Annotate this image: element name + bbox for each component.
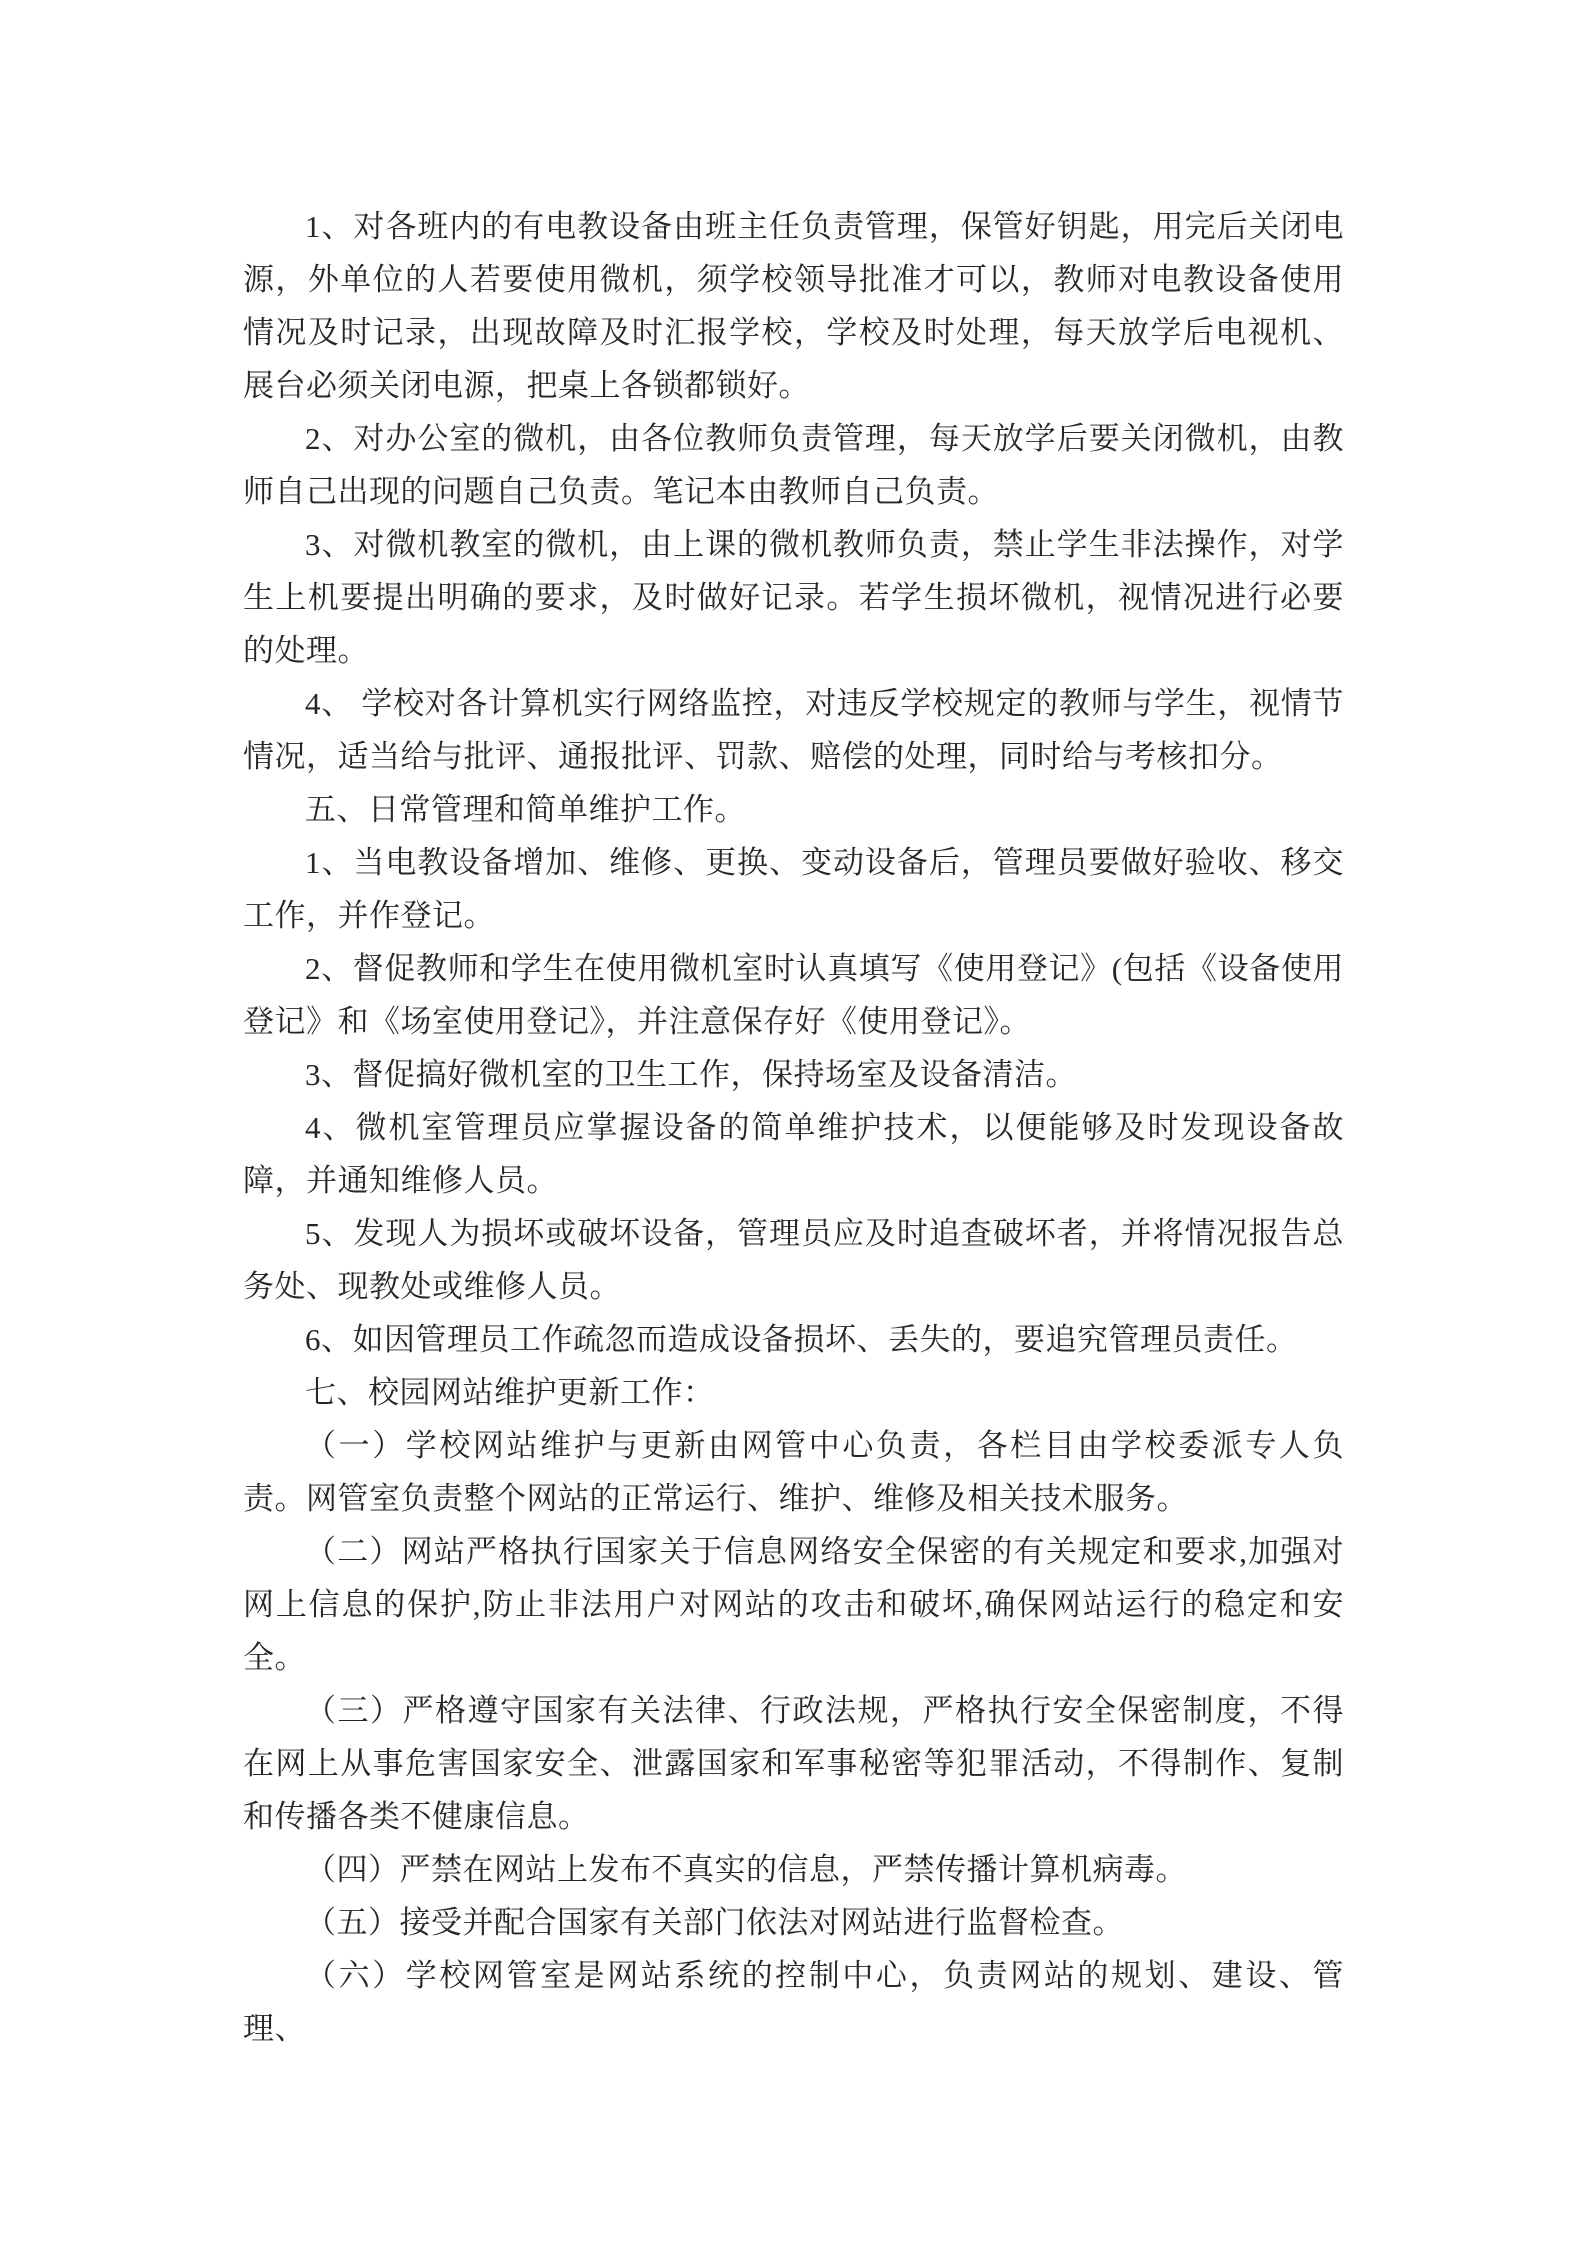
paragraph-item-5-1: 1、当电教设备增加、维修、更换、变动设备后，管理员要做好验收、移交工作，并作登记。: [243, 845, 1344, 933]
paragraph-item-5-2: 2、督促教师和学生在使用微机室时认真填写《使用登记》(包括《设备使用登记》和《场室使用登记》，并注意保存好《使用登记》。: [243, 951, 1344, 1039]
paragraph-item-4: 4、 学校对各计算机实行网络监控，对违反学校规定的教师与学生，视情节情况，适当给与批评、通报批评、罚款、赔偿的处理，同时给与考核扣分。: [243, 686, 1344, 774]
paragraph-item-1: 1、对各班内的有电教设备由班主任负责管理，保管好钥匙，用完后关闭电源，外单位的人若要使用微机，须学校领导批准才可以，教师对电教设备使用情况及时记录，出现故障及时汇报学校，学校及时处理，每天放学后电视机、展台必须关闭电源，把桌上各锁都锁好。: [243, 209, 1344, 403]
paragraph-item-5-3: 3、督促搞好微机室的卫生工作，保持场室及设备清洁。: [305, 1057, 1077, 1092]
paragraph-item-5-5: 5、发现人为损坏或破坏设备，管理员应及时追查破坏者，并将情况报告总务处、现教处或维修人员。: [243, 1216, 1344, 1304]
section-heading-5: 五、日常管理和简单维护工作。: [305, 792, 746, 827]
paragraph-item-7-3: （三）严格遵守国家有关法律、行政法规，严格执行安全保密制度，不得在网上从事危害国家安全、泄露国家和军事秘密等犯罪活动，不得制作、复制和传播各类不健康信息。: [243, 1693, 1344, 1834]
paragraph-item-2: 2、对办公室的微机，由各位教师负责管理，每天放学后要关闭微机，由教师自己出现的问题自己负责。笔记本由教师自己负责。: [243, 421, 1344, 509]
paragraph-item-5-4: 4、微机室管理员应掌握设备的简单维护技术，以便能够及时发现设备故障，并通知维修人员。: [243, 1110, 1344, 1198]
paragraph-item-5-6: 6、如因管理员工作疏忽而造成设备损坏、丢失的，要追究管理员责任。: [305, 1322, 1298, 1357]
paragraph-item-7-1: （一）学校网站维护与更新由网管中心负责，各栏目由学校委派专人负责。网管室负责整个网站的正常运行、维护、维修及相关技术服务。: [243, 1428, 1344, 1516]
document-text-block: [243, 200, 1344, 2055]
paragraph-item-7-6: （六）学校网管室是网站系统的控制中心，负责网站的规划、建设、管理、: [243, 1958, 1344, 2046]
paragraph-item-7-4: （四）严禁在网站上发布不真实的信息，严禁传播计算机病毒。: [305, 1852, 1187, 1887]
paragraph-item-7-2: （二）网站严格执行国家关于信息网络安全保密的有关规定和要求,加强对网上信息的保护,防止非法用户对网站的攻击和破坏,确保网站运行的稳定和安全。: [243, 1534, 1344, 1675]
paragraph-item-7-5: （五）接受并配合国家有关部门依法对网站进行监督检查。: [305, 1905, 1124, 1940]
section-heading-7: 七、校园网站维护更新工作：: [305, 1375, 715, 1410]
paragraph-item-3: 3、对微机教室的微机，由上课的微机教师负责，禁止学生非法操作，对学生上机要提出明确的要求，及时做好记录。若学生损坏微机，视情况进行必要的处理。: [243, 527, 1344, 668]
